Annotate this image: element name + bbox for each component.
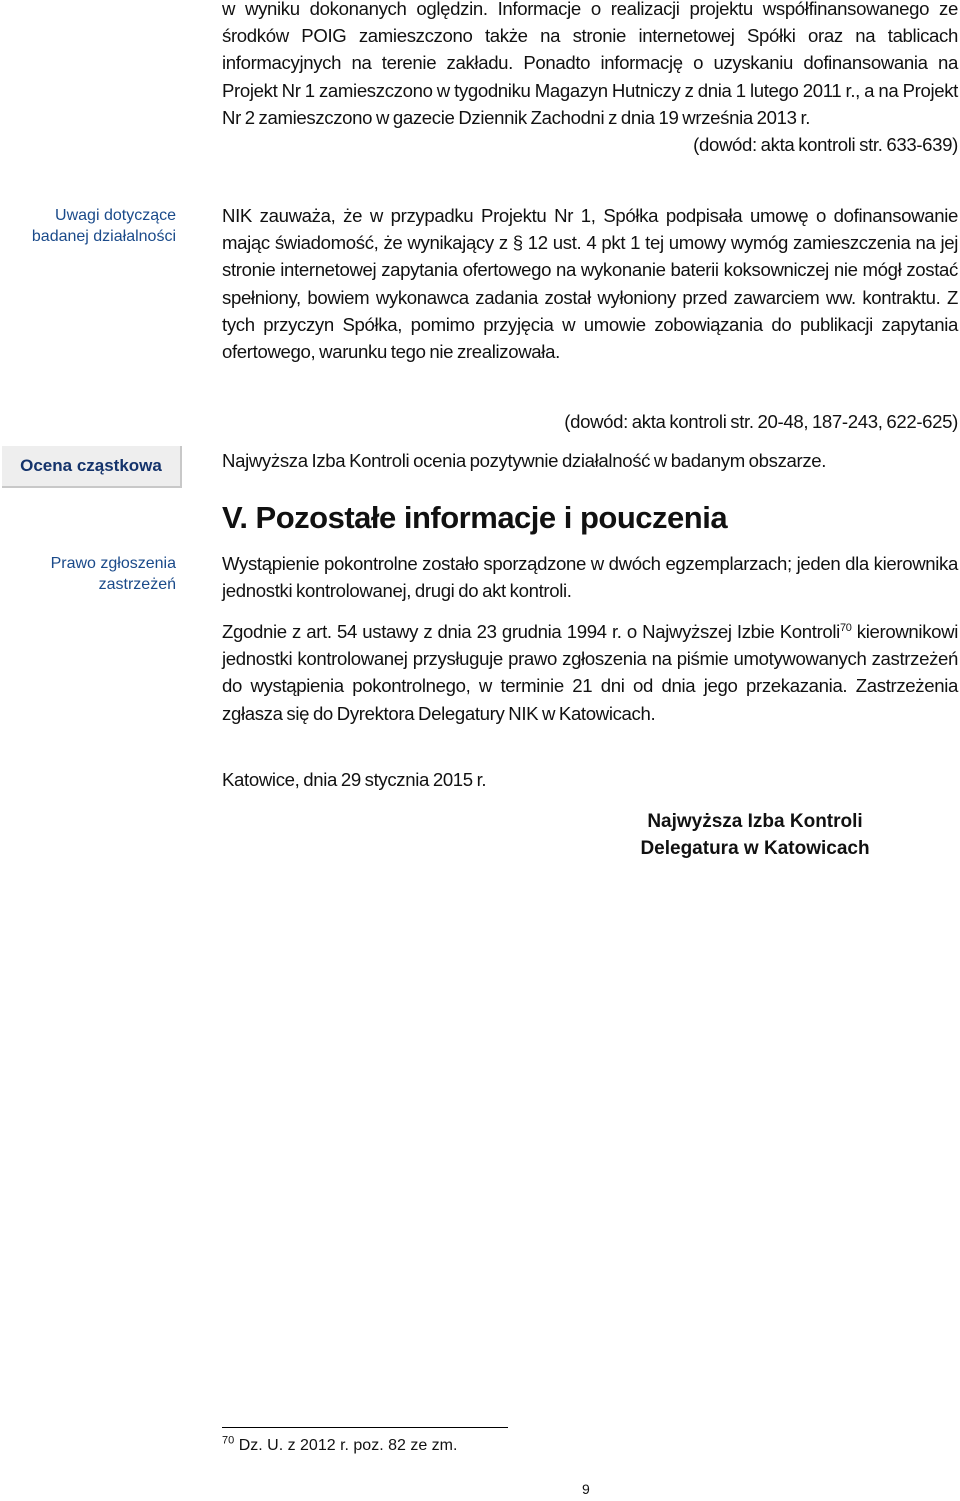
- footnote-number: 70: [222, 1434, 235, 1447]
- margin-label-ocena-text: Ocena cząstkowa: [20, 456, 162, 475]
- paragraph-text-b: kierownikowi jednostki kontrolowanej przysługuje prawo zgłoszenia na piśmie umotywowanych zastrzeżeń do wystąpienia pokontrolnego, w terminie 21 dni od dnia jego przekazania. Zastrzeżenia zgłasza się do Dyrektora Delegatury NIK w Katowicach.: [222, 621, 958, 724]
- evidence-note: (dowód: akta kontroli str. 633-639): [693, 134, 958, 156]
- paragraph-nik-remark: [222, 202, 958, 365]
- paragraph-copies: Wystąpienie pokontrolne zostało sporządzone w dwóch egzemplarzach; jeden dla kierownika jednostki kontrolowanej, drugi do akt kontroli.: [222, 553, 958, 602]
- paragraph-text-a: Zgodnie z art. 54 ustawy z dnia 23 grudnia 1994 r. o Najwyższej Izbie Kontroli: [222, 621, 840, 642]
- signature-block: [600, 808, 910, 862]
- paragraph-text: NIK zauważa, że w przypadku Projektu Nr 1, Spółka podpisała umowę o dofinansowanie mając świadomość, że wynikający z § 12 ust. 4 pkt 1 tej umowy wymóg zamieszczenia na jej stronie internetowej zapytania ofertowego na wykonanie baterii koksowniczej nie mógł zostać spełniony, bowiem wykonawca zadania został wyłoniony przed zawarciem ww. kontraktu. Z tych przyczyn Spółka, pomimo przyjęcia w umowie zobowiązania do publikacji zapytania ofertowego, warunku tego nie zrealizowała.: [222, 205, 958, 363]
- paragraph-publicity: [222, 0, 958, 158]
- margin-label-prawo: Prawo zgłoszenia zastrzeżeń: [50, 555, 176, 593]
- footnote-separator: [222, 1427, 508, 1428]
- footnote-ref: 70: [839, 621, 852, 634]
- section-heading: V. Pozostałe informacje i pouczenia: [222, 500, 728, 535]
- evidence-note: (dowód: akta kontroli str. 20-48, 187-243, 622-625): [564, 411, 958, 432]
- partial-assessment: Najwyższa Izba Kontroli ocenia pozytywnie działalność w badanym obszarze.: [222, 450, 827, 471]
- footnote-text: Dz. U. z 2012 r. poz. 82 ze zm.: [234, 1437, 458, 1454]
- margin-label-uwagi: Uwagi dotyczące badanej działalności: [31, 207, 176, 245]
- signature-line-2: Delegatura w Katowicach: [640, 838, 870, 859]
- paragraph-objections: [222, 618, 958, 727]
- place-date: Katowice, dnia 29 stycznia 2015 r.: [222, 769, 487, 790]
- paragraph-text: w wyniku dokonanych oględzin. Informacje o realizacji projektu współfinansowanego ze środków POIG zamieszczono także na stronie internetowej Spółki oraz na tablicach informacyjnych na terenie zakładu. Ponadto informację o uzyskaniu dofinansowania na Projekt Nr 1 zamieszczono w tygodniku Magazyn Hutniczy z dnia 1 lutego 2011 r., a na Projekt Nr 2 zamieszczono w gazecie Dziennik Zachodni z dnia 19 września 2013 r.: [222, 0, 958, 128]
- signature-line-1: Najwyższa Izba Kontroli: [647, 811, 863, 832]
- margin-label-ocena: [2, 446, 182, 488]
- page-number: 9: [582, 1481, 590, 1497]
- footnote: [222, 1434, 458, 1455]
